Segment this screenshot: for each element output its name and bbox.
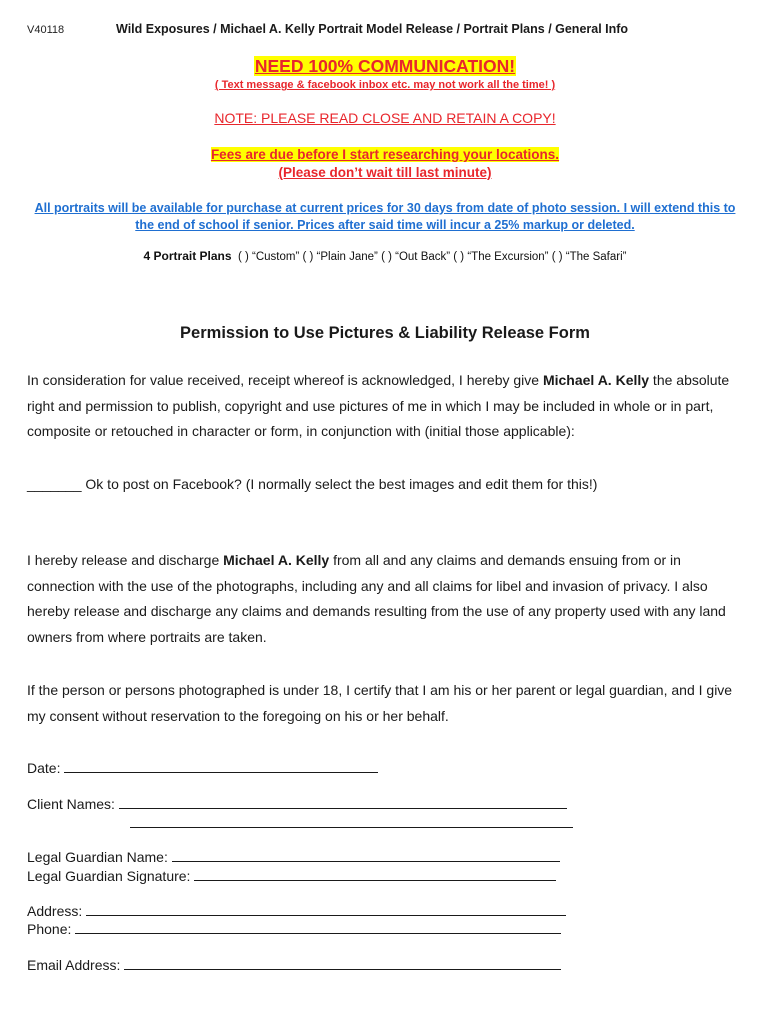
client-names-field [27,796,567,812]
release-text-start: I hereby release and discharge [27,552,224,568]
photographer-name-release: Michael A. Kelly [223,552,330,568]
client-names-input-line[interactable] [119,796,567,809]
fees-notice-text: Fees are due before I start researching your locations. [210,147,560,162]
guardian-name-label: Legal Guardian Name: [27,849,168,865]
need-communication-notice [0,56,770,77]
fees-subnote: (Please don’t wait till last minute) [278,165,492,180]
email-input-line[interactable] [124,957,561,970]
form-title: Permission to Use Pictures & Liability Release Form [180,324,590,342]
email-label: Email Address: [27,957,121,973]
address-field [27,903,566,919]
guardian-name-input-line[interactable] [172,849,560,862]
version-code: V40118 [27,24,65,36]
consent-paragraph [27,368,743,445]
release-paragraph [27,548,743,650]
release-text-end: from all and any claims and demands ensuing from or in connection with the use of the photographs, including any and all claims for libel and invasion of privacy. I also hereby release and discharge any claims and demands resulting from the use of any property used with any land owners from where portraits are taken. [27,552,726,645]
portraits-availability-notice: All portraits will be available for purchase at current prices for 30 days from date of photo session. I will extend this to the end of school if senior. Prices after said time will incur a 25% markup or deleted. [34,201,736,232]
date-label: Date: [27,760,61,776]
guardian-signature-input-line[interactable] [194,868,556,881]
guardian-signature-field [27,868,556,884]
phone-label: Phone: [27,921,72,937]
address-label: Address: [27,903,83,919]
read-close-notice: NOTE: PLEASE READ CLOSE AND RETAIN A COPY! [214,110,556,126]
need-communication-text: NEED 100% COMMUNICATION! [254,56,516,76]
client-names-label: Client Names: [27,796,115,812]
date-input-line[interactable] [64,760,378,773]
guardian-signature-label: Legal Guardian Signature: [27,868,191,884]
phone-input-line[interactable] [75,921,561,934]
phone-field [27,921,561,937]
fees-notice [0,147,770,162]
document-header-title: Wild Exposures / Michael A. Kelly Portrait Model Release / Portrait Plans / General Info [116,22,629,36]
date-field [27,760,378,776]
consent-text-end: the absolute right and permission to publish, copyright and use pictures of me in which I may be included in whole or in part, composite or retouched in character or form, in conjunction with (initial those applicable): [27,372,730,439]
facebook-permission-text: Ok to post on Facebook? (I normally select the best images and edit them for this!) [81,476,598,492]
client-names-input-line-2[interactable] [130,815,573,828]
consent-text-start: In consideration for value received, receipt whereof is acknowledged, I hereby give [27,372,543,388]
guardian-consent-paragraph: If the person or persons photographed is under 18, I certify that I am his or her parent or legal guardian, and I give my consent without reservation to the foregoing on his or her behalf. [27,682,733,724]
guardian-name-field [27,849,560,865]
facebook-initial-blank[interactable]: _______ [27,476,82,492]
portrait-plans [0,249,770,263]
communication-subnote: ( Text message & facebook inbox etc. may not work all the time! ) [214,79,556,91]
photographer-name: Michael A. Kelly [542,372,650,388]
email-field [27,957,561,973]
client-names-field-second-line [130,815,573,831]
portrait-plans-label: 4 Portrait Plans [143,249,232,263]
portrait-plans-options: ( ) “Custom” ( ) “Plain Jane” ( ) “Out Back” ( ) “The Excursion” ( ) “The Safari” [237,251,627,263]
address-input-line[interactable] [86,903,566,916]
facebook-permission-line [27,472,743,498]
